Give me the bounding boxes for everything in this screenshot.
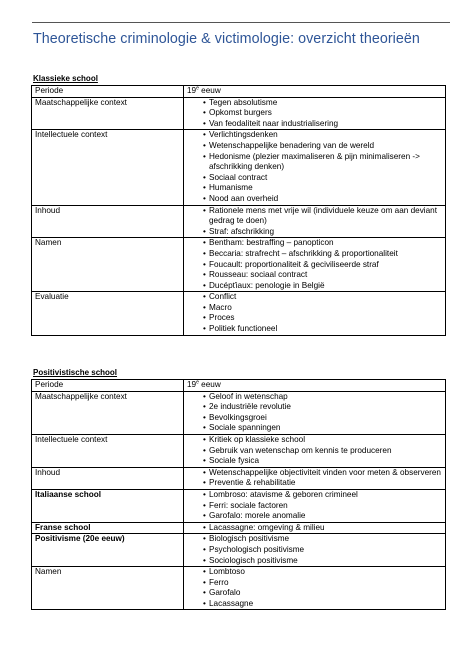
bullet-list <box>187 392 445 434</box>
list-item <box>187 423 445 434</box>
row-label-namen: Namen <box>32 238 184 292</box>
list-item-text: Biologisch positivisme <box>209 534 290 544</box>
list-item-text: Geloof in wetenschap <box>209 391 288 401</box>
bullet-icon: • <box>203 445 206 455</box>
table-row <box>32 292 446 335</box>
bullet-icon: • <box>203 172 206 182</box>
bullet-icon: • <box>203 324 206 334</box>
row-label-franse-school: Franse school <box>32 522 184 534</box>
row-label-maatschappelijke-context: Maatschappelijke context <box>32 391 184 434</box>
bullet-list <box>187 206 445 238</box>
list-item <box>187 534 445 545</box>
list-item-text: 2e industriële revolutie <box>209 402 291 412</box>
period-unit: eeuw <box>198 86 221 95</box>
list-item <box>187 313 445 324</box>
section-heading-positivistische-school: Positivistische school <box>33 368 118 377</box>
list-item-text: Nood aan overheid <box>209 193 279 203</box>
row-label-inhoud: Inhoud <box>32 467 184 489</box>
period-superscript: e <box>196 85 199 92</box>
period-superscript: e <box>196 379 199 386</box>
list-item <box>187 292 445 303</box>
list-item <box>187 435 445 446</box>
page-title: Theoretische criminologie & victimologie: overzicht theorieën <box>33 31 420 47</box>
table-row <box>32 86 446 98</box>
bullet-icon: • <box>203 544 206 554</box>
bullet-icon: • <box>203 478 206 488</box>
list-item <box>187 567 445 578</box>
bullet-icon: • <box>203 270 206 280</box>
list-item-text: Lombtoso <box>209 567 245 577</box>
list-item-text: Tegen absolutisme <box>209 97 278 107</box>
list-item-text: Macro <box>209 302 232 312</box>
bullet-icon: • <box>203 280 206 290</box>
list-item-text: Kritiek op klassieke school <box>209 434 306 444</box>
list-item-text: Lacassagne <box>209 598 254 608</box>
table-klassieke-school <box>31 85 446 336</box>
row-value <box>184 489 446 522</box>
bullet-list <box>187 292 445 334</box>
list-item-text: Rousseau: sociaal contract <box>209 270 308 280</box>
list-item <box>187 194 445 205</box>
row-value <box>184 238 446 292</box>
row-value <box>184 434 446 467</box>
period-unit: eeuw <box>198 380 221 389</box>
bullet-list <box>187 490 445 522</box>
bullet-icon: • <box>203 193 206 203</box>
table-row <box>32 434 446 467</box>
list-item-text: Psychologisch positivisme <box>209 544 305 554</box>
row-value <box>184 97 446 130</box>
list-item <box>187 227 445 238</box>
table-row <box>32 97 446 130</box>
row-value <box>184 391 446 434</box>
list-item-text: Van feodaliteit naar industrialisering <box>209 118 339 128</box>
list-item <box>187 152 445 173</box>
bullet-icon: • <box>203 555 206 565</box>
bullet-icon: • <box>203 467 206 477</box>
list-item-text: Sociale spanningen <box>209 423 281 433</box>
list-item-text: Wetenschappelijke objectiviteit vinden voor meten & observeren <box>209 467 441 477</box>
row-label-intellectuele-context: Intellectuele context <box>32 434 184 467</box>
period-number: 19 <box>187 380 197 389</box>
list-item-text: Proces <box>209 313 235 323</box>
bullet-icon: • <box>203 118 206 128</box>
list-item <box>187 446 445 457</box>
list-item <box>187 501 445 512</box>
bullet-icon: • <box>203 402 206 412</box>
table-positivistische-school <box>31 379 446 610</box>
bullet-icon: • <box>203 456 206 466</box>
list-item <box>187 98 445 109</box>
list-item <box>187 130 445 141</box>
list-item <box>187 260 445 271</box>
row-value <box>184 205 446 238</box>
list-item-text: Lombroso: atavisme & geboren crimineel <box>209 489 358 499</box>
table-row <box>32 534 446 567</box>
bullet-icon: • <box>203 140 206 150</box>
list-item-text: Bevolkingsgroei <box>209 412 267 422</box>
row-value <box>184 567 446 610</box>
table-row <box>32 130 446 205</box>
bullet-icon: • <box>203 598 206 608</box>
row-value <box>184 467 446 489</box>
list-item <box>187 238 445 249</box>
bullet-list <box>187 534 445 566</box>
bullet-icon: • <box>203 97 206 107</box>
row-label-periode: Periode <box>32 380 184 392</box>
list-item <box>187 173 445 184</box>
row-value <box>184 86 446 98</box>
list-item <box>187 478 445 489</box>
list-item <box>187 545 445 556</box>
list-item <box>187 206 445 227</box>
list-item <box>187 324 445 335</box>
bullet-icon: • <box>203 248 206 258</box>
list-item-text: Straf: afschrikking <box>209 226 275 236</box>
row-label-intellectuele-context: Intellectuele context <box>32 130 184 205</box>
list-item <box>187 490 445 501</box>
bullet-icon: • <box>203 434 206 444</box>
header-rule <box>32 22 450 23</box>
list-item <box>187 588 445 599</box>
list-item-text: Humanisme <box>209 183 253 193</box>
list-item-text: Ferri: sociale factoren <box>209 500 288 510</box>
list-item-text: Opkomst burgers <box>209 108 272 118</box>
table-row <box>32 205 446 238</box>
bullet-icon: • <box>203 511 206 521</box>
list-item <box>187 270 445 281</box>
list-item-text: Wetenschappelijke benadering van de wereld <box>209 140 375 150</box>
period-number: 19 <box>187 86 197 95</box>
bullet-list <box>187 98 445 130</box>
bullet-icon: • <box>203 183 206 193</box>
list-item <box>187 303 445 314</box>
row-label-namen: Namen <box>32 567 184 610</box>
bullet-list <box>187 435 445 467</box>
list-item-text: Foucault: proportionaliteit & geciviliseerde straf <box>209 259 379 269</box>
bullet-icon: • <box>203 292 206 302</box>
list-item-text: Hedonisme (plezier maximaliseren & pijn minimaliseren -> afschrikking denken) <box>209 151 420 172</box>
bullet-icon: • <box>203 577 206 587</box>
bullet-icon: • <box>203 151 206 161</box>
list-item-text: Sociale fysica <box>209 456 260 466</box>
list-item-text: Lacassagne: omgeving & milieu <box>209 522 325 532</box>
list-item-text: Beccaria: strafrecht – afschrikking & proportionaliteit <box>209 248 398 258</box>
list-item <box>187 413 445 424</box>
table-row <box>32 567 446 610</box>
row-label-inhoud: Inhoud <box>32 205 184 238</box>
list-item-text: Bentham: bestraffing – panopticon <box>209 238 334 248</box>
row-label-maatschappelijke-context: Maatschappelijke context <box>32 97 184 130</box>
list-item-text: Gebruik van wetenschap om kennis te produceren <box>209 445 392 455</box>
list-item-text: Verlichtingsdenken <box>209 130 278 140</box>
section-heading-klassieke-school: Klassieke school <box>33 74 98 83</box>
bullet-icon: • <box>203 534 206 544</box>
bullet-icon: • <box>203 423 206 433</box>
list-item <box>187 119 445 130</box>
table-row <box>32 238 446 292</box>
bullet-icon: • <box>203 412 206 422</box>
bullet-icon: • <box>203 130 206 140</box>
bullet-icon: • <box>203 302 206 312</box>
list-item-text: Rationele mens met vrije wil (individuele keuze om aan deviant gedrag te doen) <box>209 205 437 226</box>
table-row <box>32 380 446 392</box>
bullet-icon: • <box>203 500 206 510</box>
list-item-text: Sociologisch positivisme <box>209 555 298 565</box>
bullet-icon: • <box>203 226 206 236</box>
row-label-positivisme-20e-eeuw: Positivisme (20e eeuw) <box>32 534 184 567</box>
bullet-list <box>187 130 445 204</box>
bullet-icon: • <box>203 391 206 401</box>
list-item-text: Ferro <box>209 577 229 587</box>
bullet-list <box>187 567 445 609</box>
list-item <box>187 578 445 589</box>
bullet-icon: • <box>203 313 206 323</box>
list-item-text: Politiek functioneel <box>209 324 278 334</box>
list-item <box>187 599 445 610</box>
bullet-icon: • <box>203 588 206 598</box>
list-item <box>187 141 445 152</box>
bullet-list <box>187 468 445 489</box>
list-item-text: Garofalo: morele anomalie <box>209 511 306 521</box>
list-item <box>187 108 445 119</box>
table-row <box>32 522 446 534</box>
row-value <box>184 292 446 335</box>
row-label-evaluatie: Evaluatie <box>32 292 184 335</box>
list-item <box>187 523 445 534</box>
table-row <box>32 467 446 489</box>
table-row <box>32 391 446 434</box>
row-label-italiaanse-school: Italiaanse school <box>32 489 184 522</box>
list-item-text: Preventie & rehabilitatie <box>209 478 296 488</box>
list-item-text: Sociaal contract <box>209 172 268 182</box>
bullet-icon: • <box>203 238 206 248</box>
bullet-icon: • <box>203 522 206 532</box>
list-item <box>187 468 445 479</box>
list-item <box>187 511 445 522</box>
list-item <box>187 249 445 260</box>
bullet-list <box>187 523 445 534</box>
list-item <box>187 556 445 567</box>
bullet-icon: • <box>203 489 206 499</box>
bullet-icon: • <box>203 259 206 269</box>
list-item-text: Ducépťiaux: penologie in België <box>209 280 325 290</box>
bullet-icon: • <box>203 108 206 118</box>
row-value <box>184 380 446 392</box>
list-item-text: Garofalo <box>209 588 241 598</box>
list-item <box>187 456 445 467</box>
row-value <box>184 522 446 534</box>
list-item <box>187 183 445 194</box>
list-item-text: Conflict <box>209 292 237 302</box>
row-label-periode: Periode <box>32 86 184 98</box>
list-item <box>187 402 445 413</box>
bullet-list <box>187 238 445 291</box>
bullet-icon: • <box>203 567 206 577</box>
table-row <box>32 489 446 522</box>
row-value <box>184 534 446 567</box>
list-item <box>187 281 445 292</box>
list-item <box>187 392 445 403</box>
row-value <box>184 130 446 205</box>
bullet-icon: • <box>203 205 206 215</box>
